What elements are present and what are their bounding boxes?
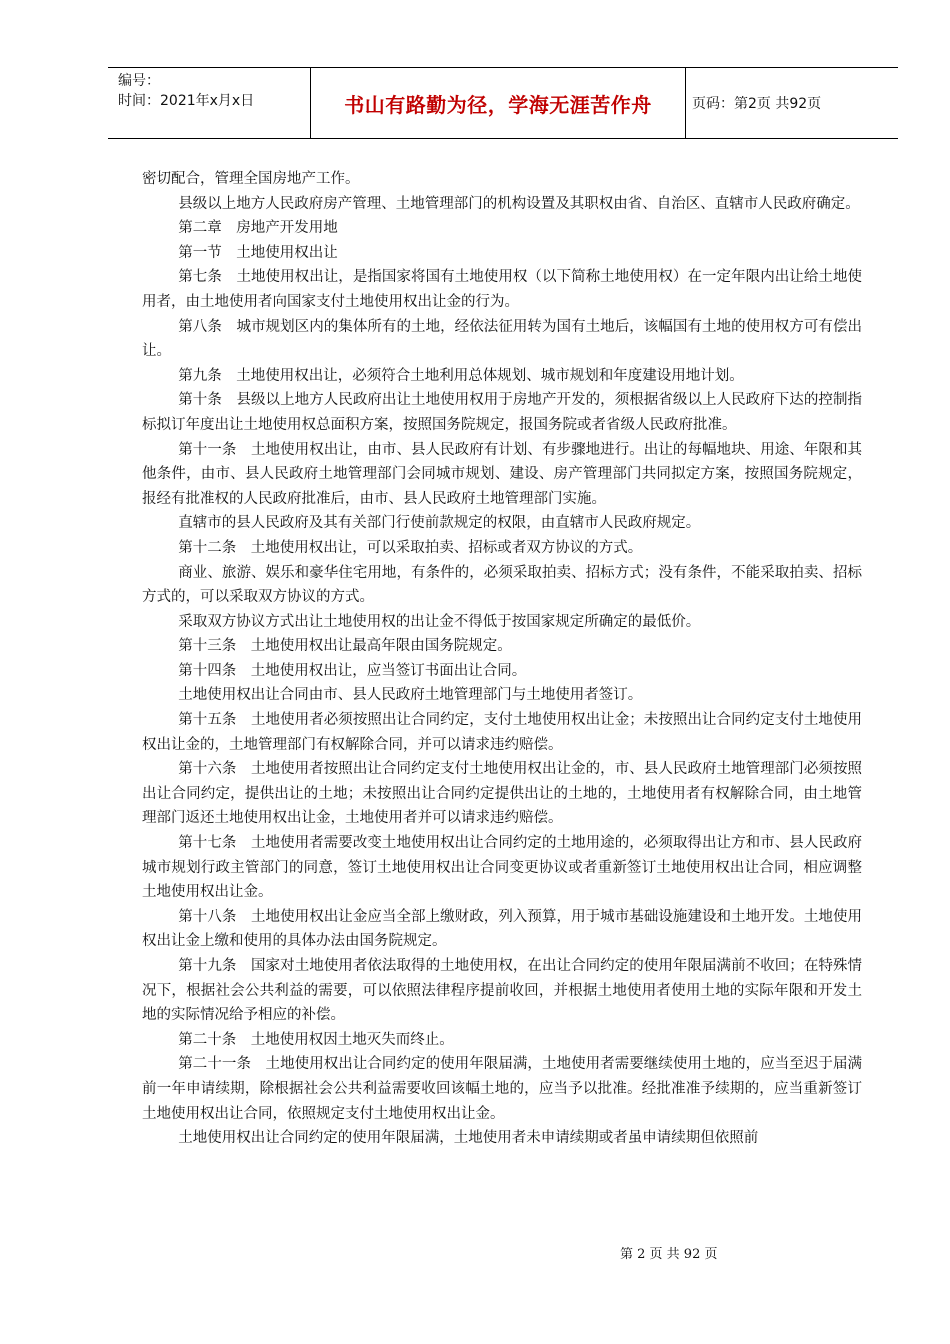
paragraph: 第十七条 土地使用者需要改变土地使用权出让合同约定的土地用途的，必须取得出让方和市、县人民政府城市规划行政主管部门的同意，签订土地使用权出让合同变更协议或者重新签订土地使用权出让合同，相应调整土地使用权出让金。 xyxy=(142,835,862,901)
paragraph: 采取双方协议方式出让土地使用权的出让金不得低于按国家规定所确定的最低价。 xyxy=(178,613,701,630)
page-info: 页码：第2页 共92页 xyxy=(692,96,822,112)
date-label: 时间：2021年x月x日 xyxy=(118,93,255,109)
header-page-cell xyxy=(686,68,898,138)
paragraph: 第十九条 国家对土地使用者依法取得的土地使用权，在出让合同约定的使用年限届满前不收回；在特殊情况下，根据社会公共利益的需要，可以依照法律程序提前收回，并根据土地使用者使用土地的实际年限和开发土地的实际情况给予相应的补偿。 xyxy=(142,958,862,1024)
page-footer: 第 2 页 共 92 页 xyxy=(620,1247,718,1262)
paragraph: 土地使用权出让合同由市、县人民政府土地管理部门与土地使用者签订。 xyxy=(178,687,643,704)
paragraph: 第十条 县级以上地方人民政府出让土地使用权用于房地产开发的，须根据省级以上人民政府下达的控制指标拟订年度出让土地使用权总面积方案，按照国务院规定，报国务院或者省级人民政府批准。 xyxy=(142,392,862,433)
paragraph: 县级以上地方人民政府房产管理、土地管理部门的机构设置及其职权由省、自治区、直辖市人民政府确定。 xyxy=(178,195,860,212)
paragraph: 第十八条 土地使用权出让金应当全部上缴财政，列入预算，用于城市基础设施建设和土地开发。土地使用权出让金上缴和使用的具体办法由国务院规定。 xyxy=(142,908,862,950)
paragraph: 第十四条 土地使用权出让，应当签订书面出让合同。 xyxy=(178,662,527,679)
page-header xyxy=(108,67,898,139)
paragraph: 第八条 城市规划区内的集体所有的土地，经依法征用转为国有土地后，该幅国有土地的使用权方可有偿出让。 xyxy=(142,318,862,360)
header-motto-cell xyxy=(311,68,686,138)
header-meta-cell xyxy=(108,68,311,138)
paragraph: 土地使用权出让合同约定的使用年限届满，土地使用者未申请续期或者虽申请续期但依照前 xyxy=(178,1130,759,1147)
paragraph: 商业、旅游、娱乐和豪华住宅用地，有条件的，必须采取拍卖、招标方式；没有条件，不能采取拍卖、招标方式的，可以采取双方协议的方式。 xyxy=(142,564,862,606)
paragraph: 第十二条 土地使用权出让，可以采取拍卖、招标或者双方协议的方式。 xyxy=(178,539,643,556)
paragraph: 第十一条 土地使用权出让，由市、县人民政府有计划、有步骤地进行。出让的每幅地块、用途、年限和其他条件，由市、县人民政府土地管理部门会同城市规划、建设、房产管理部门共同拟定方案，按照国务院规定，报经有批准权的人民政府批准后，由市、县人民政府土地管理部门实施。 xyxy=(142,441,862,507)
document-body xyxy=(142,167,862,1151)
paragraph: 密切配合，管理全国房地产工作。 xyxy=(142,171,360,187)
paragraph: 第七条 土地使用权出让，是指国家将国有土地使用权（以下简称土地使用权）在一定年限内出让给土地使用者，由土地使用者向国家支付土地使用权出让金的行为。 xyxy=(142,269,862,310)
paragraph: 第九条 土地使用权出让，必须符合土地利用总体规划、城市规划和年度建设用地计划。 xyxy=(178,367,744,384)
paragraph: 直辖市的县人民政府及其有关部门行使前款规定的权限，由直辖市人民政府规定。 xyxy=(178,515,701,532)
paragraph: 第二十条 土地使用权因土地灭失而终止。 xyxy=(178,1031,454,1048)
paragraph: 第一节 土地使用权出让 xyxy=(178,244,338,261)
paragraph: 第十五条 土地使用者必须按照出让合同约定，支付土地使用权出让金；未按照出让合同约定支付土地使用权出让金的，土地管理部门有权解除合同，并可以请求违约赔偿。 xyxy=(142,712,862,753)
paragraph: 第二章 房地产开发用地 xyxy=(178,220,338,237)
motto-text: 书山有路勤为径，学海无涯苦作舟 xyxy=(344,92,652,117)
paragraph: 第十三条 土地使用权出让最高年限由国务院规定。 xyxy=(178,638,512,655)
paragraph: 第十六条 土地使用者按照出让合同约定支付土地使用权出让金的，市、县人民政府土地管理部门必须按照出让合同约定，提供出让的土地；未按照出让合同约定提供出让的土地的，土地使用者有权解除合同，由土地管理部门返还土地使用权出让金，土地使用者并可以请求违约赔偿。 xyxy=(142,761,862,827)
paragraph: 第二十一条 土地使用权出让合同约定的使用年限届满，土地使用者需要继续使用土地的，应当至迟于届满前一年申请续期，除根据社会公共利益需要收回该幅土地的，应当予以批准。经批准准予续期的，应当重新签订土地使用权出让合同，依照规定支付土地使用权出让金。 xyxy=(142,1056,862,1122)
number-label: 编号： xyxy=(118,73,160,89)
